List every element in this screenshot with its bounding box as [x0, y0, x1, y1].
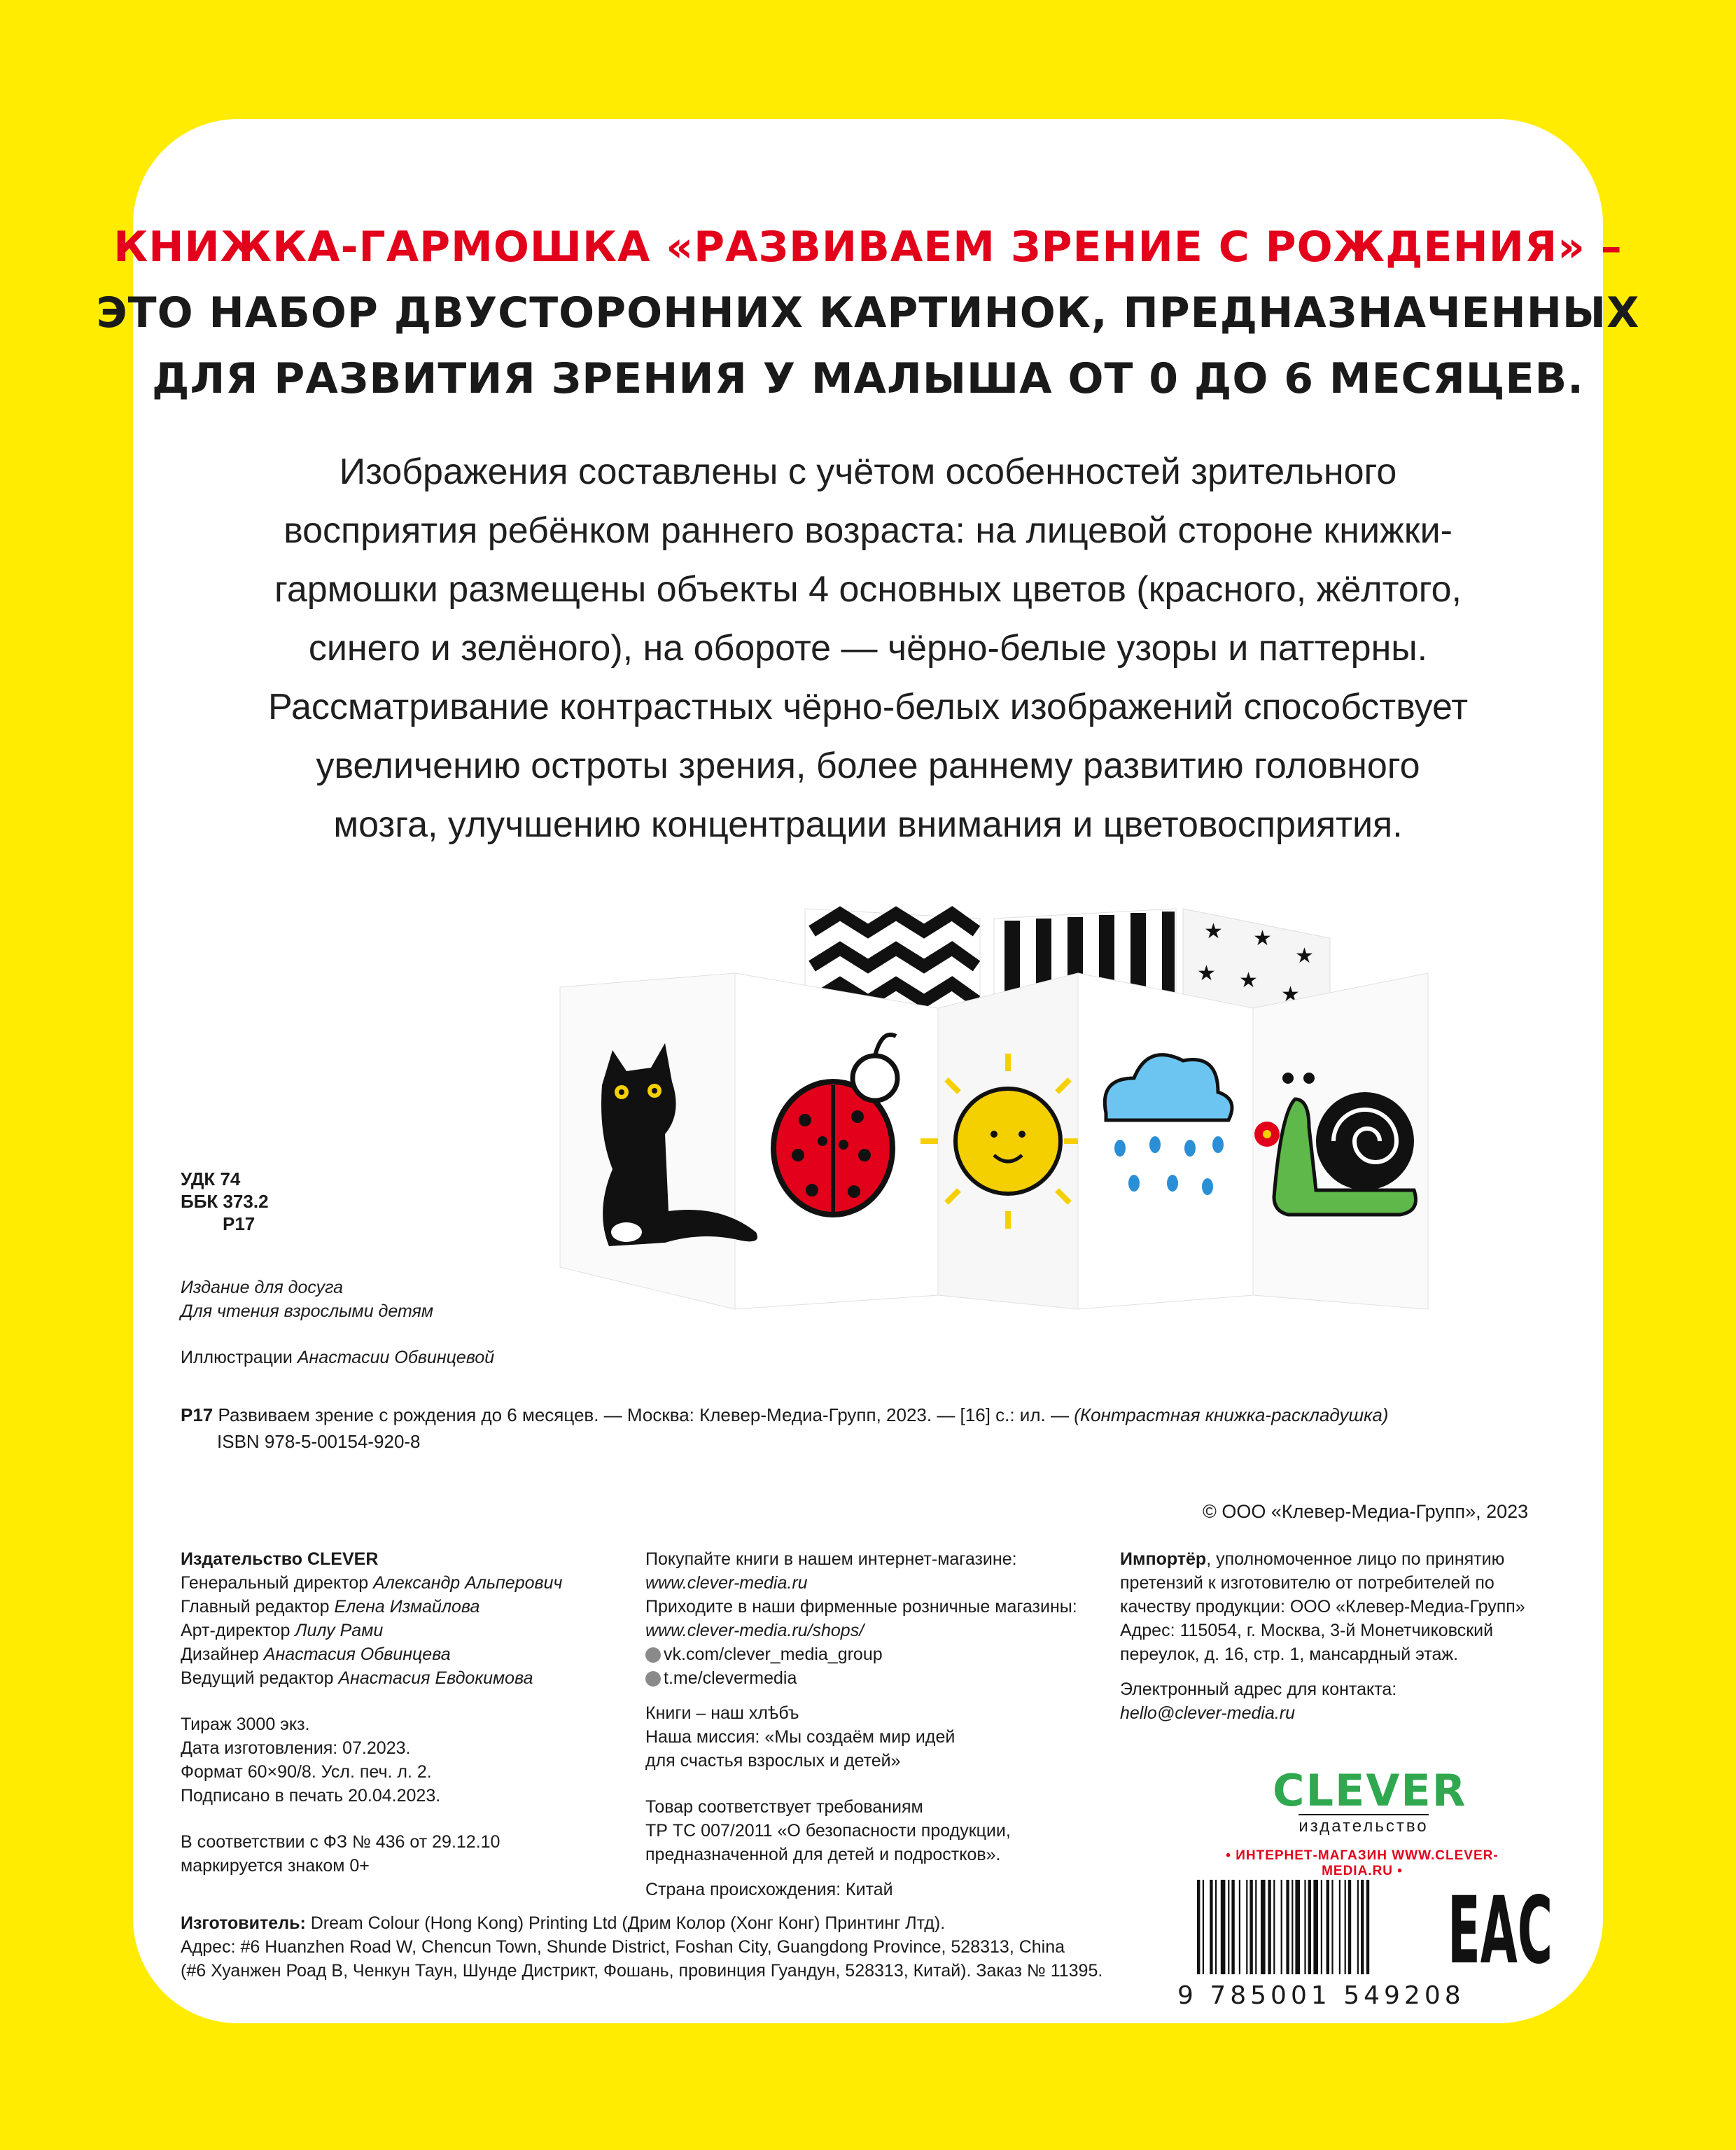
staff-role: Главный редактор [181, 1597, 335, 1617]
importer-label: Импортёр [1120, 1549, 1207, 1569]
edition-type: Издание для досуга [181, 1278, 344, 1297]
accordion-book-illustration [546, 903, 1540, 1323]
slogan: Книги – наш хлѣбъ [645, 1703, 799, 1723]
signed-date: Подписано в печать 20.04.2023. [181, 1786, 441, 1806]
country-of-origin: Страна происхождения: Китай [645, 1880, 893, 1899]
staff-name: Елена Измайлова [334, 1597, 480, 1617]
shop-column [645, 1547, 1077, 1901]
svg-text:★: ★ [1281, 982, 1300, 1007]
eac-mark-text: EAC [1448, 1877, 1553, 1985]
manufacturer-address-ru: (#6 Хуанжен Роад В, Ченкун Таун, Шунде Дистрикт, Фошань, провинция Гуандун, 528313, Китай). Заказ № 11395. [181, 1961, 1103, 1981]
importer-column [1120, 1547, 1525, 1725]
logo-wordmark: CLEVER [1273, 1765, 1467, 1816]
description-line: увеличению остроты зрения, более раннему развитию головного [316, 746, 1420, 786]
staff-role: Арт-директор [181, 1621, 295, 1640]
headline-line-2: ЭТО НАБОР ДВУСТОРОННИХ КАРТИНОК, ПРЕДНАЗНАЧЕННЫХ [96, 288, 1640, 337]
classification [181, 1168, 269, 1235]
mission-line: Наша миссия: «Мы создаём мир идей [645, 1727, 955, 1747]
copyright: © ООО «Клевер-Медиа-Групп», 2023 [1203, 1501, 1529, 1522]
edition-info [181, 1276, 494, 1369]
publisher-column [181, 1547, 562, 1878]
biblio-text: Развиваем зрение с рождения до 6 месяцев. — Москва: Клевер-Медиа-Групп, 2023. — [16] с.: ил. — [218, 1404, 1074, 1425]
staff-name: Лилу Рами [295, 1621, 384, 1640]
manufacture-date: Дата изготовления: 07.2023. [181, 1738, 411, 1758]
staff-role: Ведущий редактор [181, 1668, 339, 1688]
description-line: Изображения составлены с учётом особенностей зрительного [339, 452, 1397, 492]
clever-logo [1273, 1765, 1467, 1836]
author-code: Р17 [223, 1213, 255, 1234]
barcode-digits: 9 785001 549208 [1177, 1981, 1465, 2010]
description-line: гармошки размещены объекты 4 основных цветов (красного, жёлтого, [274, 569, 1462, 610]
shop-banner: • ИНТЕРНЕТ-МАГАЗИН WWW.CLEVER-MEDIA.RU • [1226, 1848, 1499, 1878]
description [182, 442, 1554, 854]
udk: УДК 74 [181, 1168, 241, 1189]
svg-text:★: ★ [1253, 926, 1272, 951]
publisher-title: Издательство CLEVER [181, 1549, 379, 1569]
manufacturer-name: Dream Colour (Hong Kong) Printing Ltd (Дрим Колор (Хонг Конг) Принтинг Лтд). [305, 1913, 946, 1933]
manufacturer-label: Изготовитель: [181, 1913, 306, 1933]
edition-audience: Для чтения взрослыми детям [181, 1301, 434, 1321]
telegram-link[interactable]: t.me/clevermedia [664, 1668, 797, 1688]
svg-text:★: ★ [1295, 944, 1314, 968]
format: Формат 60×90/8. Усл. печ. л. 2. [181, 1762, 432, 1782]
description-line: синего и зелёного), на обороте — чёрно-белые узоры и паттерны. [308, 628, 1428, 669]
description-line: мозга, улучшению концентрации внимания и цветовосприятия. [333, 804, 1403, 845]
headline-line-3: ДЛЯ РАЗВИТИЯ ЗРЕНИЯ У МАЛЫША ОТ 0 ДО 6 МЕСЯЦЕВ. [152, 354, 1584, 403]
compliance-line: ТР ТС 007/2011 «О безопасности продукции, [645, 1821, 1011, 1841]
print-run: Тираж 3000 экз. [181, 1715, 310, 1734]
svg-text:★: ★ [1204, 919, 1223, 944]
bibliography [181, 1403, 1388, 1453]
importer-text: Адрес: 115054, г. Москва, 3-й Монетчиковский [1120, 1621, 1494, 1640]
logo-subtitle: издательство [1298, 1814, 1428, 1836]
vk-icon [645, 1647, 661, 1663]
email-link[interactable]: hello@clever-media.ru [1120, 1703, 1296, 1723]
law-line: В соответствии с ФЗ № 436 от 29.12.10 [181, 1832, 500, 1852]
compliance-line: Товар соответствует требованиям [645, 1797, 923, 1817]
biblio-series: (Контрастная книжка-раскладушка) [1074, 1404, 1389, 1425]
description-line: восприятия ребёнком раннего возраста: на лицевой стороне книжки- [284, 510, 1452, 551]
manufacturer-address: Адрес: #6 Huanzhen Road W, Chencun Town, Shunde District, Foshan City, Guangdong Province, 528313, China [181, 1937, 1065, 1957]
staff-name: Александр Альперович [373, 1573, 563, 1593]
stores-label: Приходите в наши фирменные розничные магазины: [645, 1597, 1077, 1617]
importer-text: , уполномоченное лицо по принятию [1206, 1549, 1505, 1569]
eac-mark-icon [1448, 1877, 1553, 1985]
biblio-code: Р17 [181, 1404, 214, 1425]
isbn: ISBN 978-5-00154-920-8 [217, 1431, 421, 1452]
staff-name: Анастасия Евдокимова [338, 1668, 533, 1688]
site-link[interactable]: www.clever-media.ru [645, 1573, 808, 1593]
mission-line: для счастья взрослых и детей» [645, 1751, 901, 1771]
svg-text:★: ★ [1197, 961, 1216, 986]
importer-text: претензий к изготовителю от потребителей по [1120, 1573, 1494, 1593]
svg-text:★: ★ [1239, 968, 1258, 993]
headline-line-1: КНИЖКА-ГАРМОШКА «РАЗВИВАЕМ ЗРЕНИЕ С РОЖДЕНИЯ» – [113, 223, 1623, 272]
buy-label: Покупайте книги в нашем интернет-магазине: [645, 1549, 1017, 1569]
telegram-icon [645, 1671, 661, 1687]
staff-role: Дизайнер [181, 1645, 264, 1664]
illustrator: Анастасии Обвинцевой [297, 1348, 495, 1367]
illustrations-label: Иллюстрации [181, 1348, 298, 1367]
importer-text: качеству продукции: ООО «Клевер-Медиа-Групп» [1120, 1597, 1525, 1617]
email-label: Электронный адрес для контакта: [1120, 1680, 1397, 1699]
stores-link[interactable]: www.clever-media.ru/shops/ [645, 1621, 864, 1640]
bbk: ББК 373.2 [181, 1191, 269, 1212]
age-mark: маркируется знаком 0+ [181, 1856, 370, 1876]
description-line: Рассматривание контрастных чёрно-белых изображений способствует [267, 687, 1469, 727]
staff-role: Генеральный директор [181, 1573, 374, 1593]
importer-text: переулок, д. 16, стр. 1, мансардный этаж. [1120, 1645, 1459, 1664]
barcode-icon [1194, 1880, 1432, 1978]
manufacturer [181, 1911, 1102, 1983]
staff-name: Анастасия Обвинцева [263, 1645, 451, 1664]
vk-link[interactable]: vk.com/clever_media_group [664, 1645, 883, 1664]
compliance-line: предназначенной для детей и подростков». [645, 1845, 1001, 1864]
